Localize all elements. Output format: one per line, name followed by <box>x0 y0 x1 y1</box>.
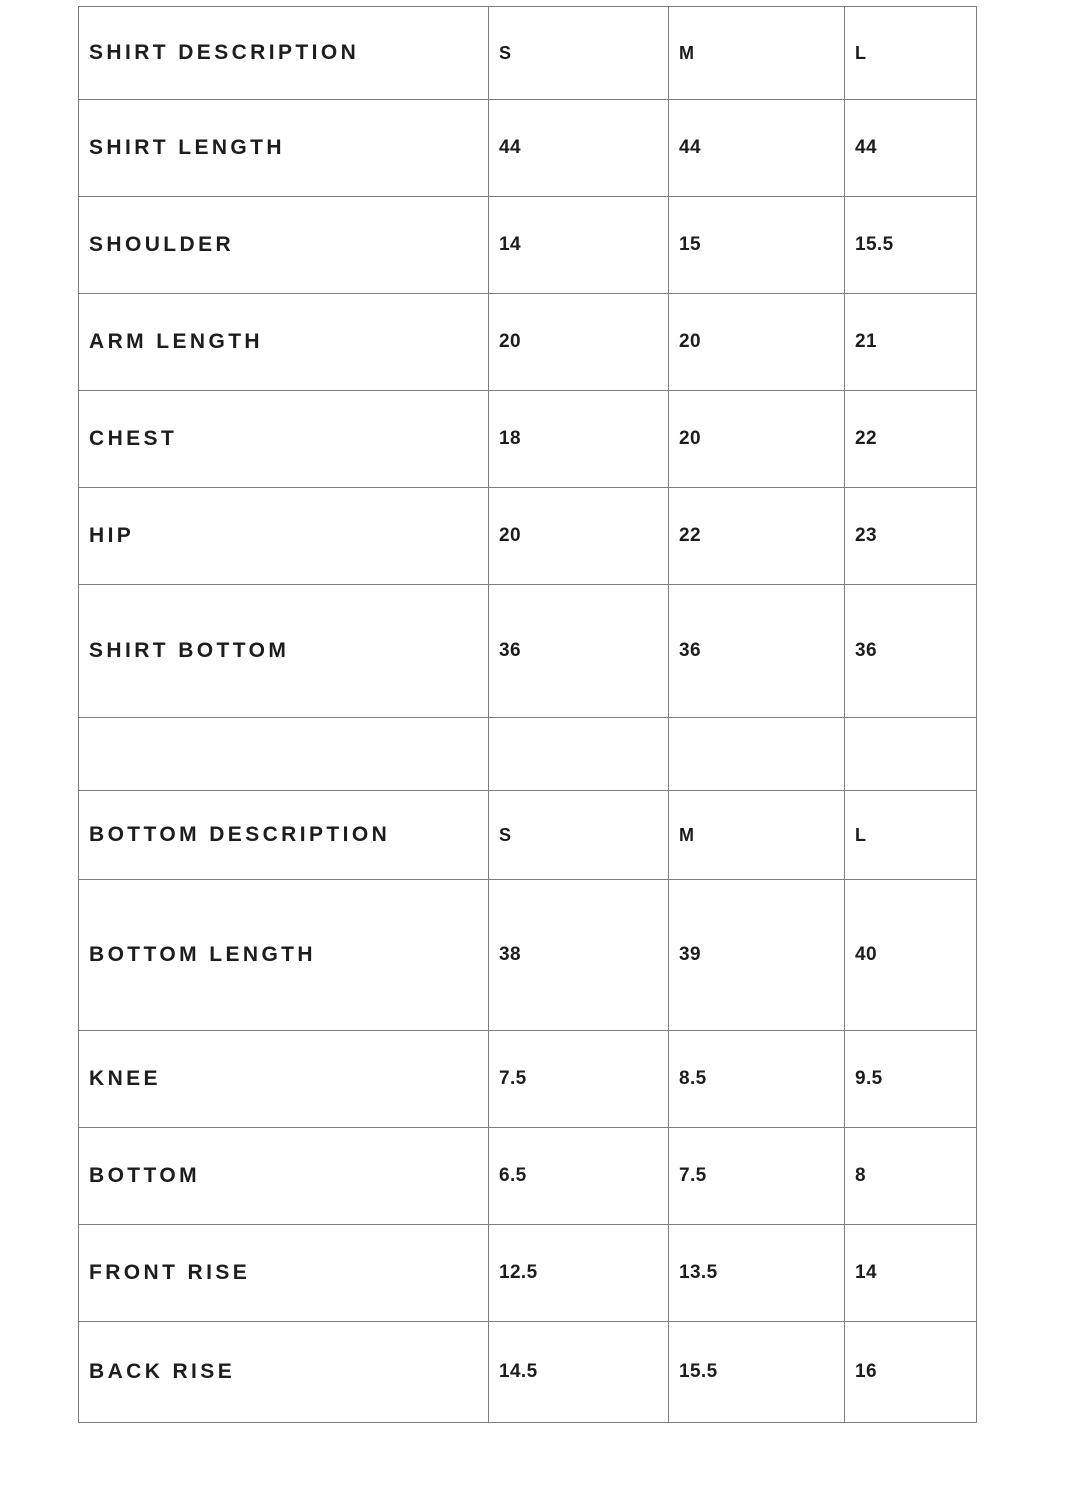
value-hip-l: 23 <box>845 488 977 585</box>
size-chart-table <box>78 6 977 1423</box>
shirt-description-label: SHIRT DESCRIPTION <box>79 7 489 100</box>
value-chest-m: 20 <box>669 391 845 488</box>
table-row <box>79 880 977 1031</box>
value-shirt-bottom-m: 36 <box>669 585 845 718</box>
table-row <box>79 1031 977 1128</box>
row-label-bottom-length: BOTTOM LENGTH <box>79 880 489 1031</box>
row-label-bottom: BOTTOM <box>79 1128 489 1225</box>
row-label-shoulder: SHOULDER <box>79 197 489 294</box>
value-back-rise-s: 14.5 <box>489 1322 669 1423</box>
value-shoulder-m: 15 <box>669 197 845 294</box>
value-bottom-m: 7.5 <box>669 1128 845 1225</box>
value-arm-length-s: 20 <box>489 294 669 391</box>
value-shirt-length-l: 44 <box>845 100 977 197</box>
value-knee-m: 8.5 <box>669 1031 845 1128</box>
bottom-size-l-header: L <box>845 791 977 880</box>
spacer-m <box>669 718 845 791</box>
row-label-shirt-bottom: SHIRT BOTTOM <box>79 585 489 718</box>
table-row <box>79 7 977 100</box>
value-shirt-bottom-s: 36 <box>489 585 669 718</box>
table-row <box>79 1322 977 1423</box>
table-row <box>79 791 977 880</box>
bottom-size-m-header: M <box>669 791 845 880</box>
row-label-shirt-length: SHIRT LENGTH <box>79 100 489 197</box>
value-shoulder-l: 15.5 <box>845 197 977 294</box>
table-row <box>79 1128 977 1225</box>
bottom-description-label: BOTTOM DESCRIPTION <box>79 791 489 880</box>
value-hip-s: 20 <box>489 488 669 585</box>
value-front-rise-s: 12.5 <box>489 1225 669 1322</box>
value-arm-length-m: 20 <box>669 294 845 391</box>
row-label-hip: HIP <box>79 488 489 585</box>
value-bottom-length-m: 39 <box>669 880 845 1031</box>
value-chest-l: 22 <box>845 391 977 488</box>
table-row <box>79 391 977 488</box>
value-front-rise-l: 14 <box>845 1225 977 1322</box>
table-row <box>79 197 977 294</box>
shirt-size-l-header: L <box>845 7 977 100</box>
value-knee-s: 7.5 <box>489 1031 669 1128</box>
value-bottom-l: 8 <box>845 1128 977 1225</box>
value-knee-l: 9.5 <box>845 1031 977 1128</box>
value-back-rise-l: 16 <box>845 1322 977 1423</box>
value-bottom-length-l: 40 <box>845 880 977 1031</box>
table-row <box>79 585 977 718</box>
row-label-front-rise: FRONT RISE <box>79 1225 489 1322</box>
value-back-rise-m: 15.5 <box>669 1322 845 1423</box>
spacer-l <box>845 718 977 791</box>
value-bottom-s: 6.5 <box>489 1128 669 1225</box>
table-row <box>79 294 977 391</box>
value-bottom-length-s: 38 <box>489 880 669 1031</box>
value-front-rise-m: 13.5 <box>669 1225 845 1322</box>
row-label-arm-length: ARM LENGTH <box>79 294 489 391</box>
table-row <box>79 1225 977 1322</box>
value-shoulder-s: 14 <box>489 197 669 294</box>
shirt-size-s-header: S <box>489 7 669 100</box>
value-chest-s: 18 <box>489 391 669 488</box>
value-shirt-length-m: 44 <box>669 100 845 197</box>
row-label-chest: CHEST <box>79 391 489 488</box>
spacer-label <box>79 718 489 791</box>
value-arm-length-l: 21 <box>845 294 977 391</box>
table-row-spacer <box>79 718 977 791</box>
row-label-back-rise: BACK RISE <box>79 1322 489 1423</box>
table-row <box>79 100 977 197</box>
value-shirt-bottom-l: 36 <box>845 585 977 718</box>
bottom-size-s-header: S <box>489 791 669 880</box>
row-label-knee: KNEE <box>79 1031 489 1128</box>
value-shirt-length-s: 44 <box>489 100 669 197</box>
spacer-s <box>489 718 669 791</box>
shirt-size-m-header: M <box>669 7 845 100</box>
value-hip-m: 22 <box>669 488 845 585</box>
table-row <box>79 488 977 585</box>
